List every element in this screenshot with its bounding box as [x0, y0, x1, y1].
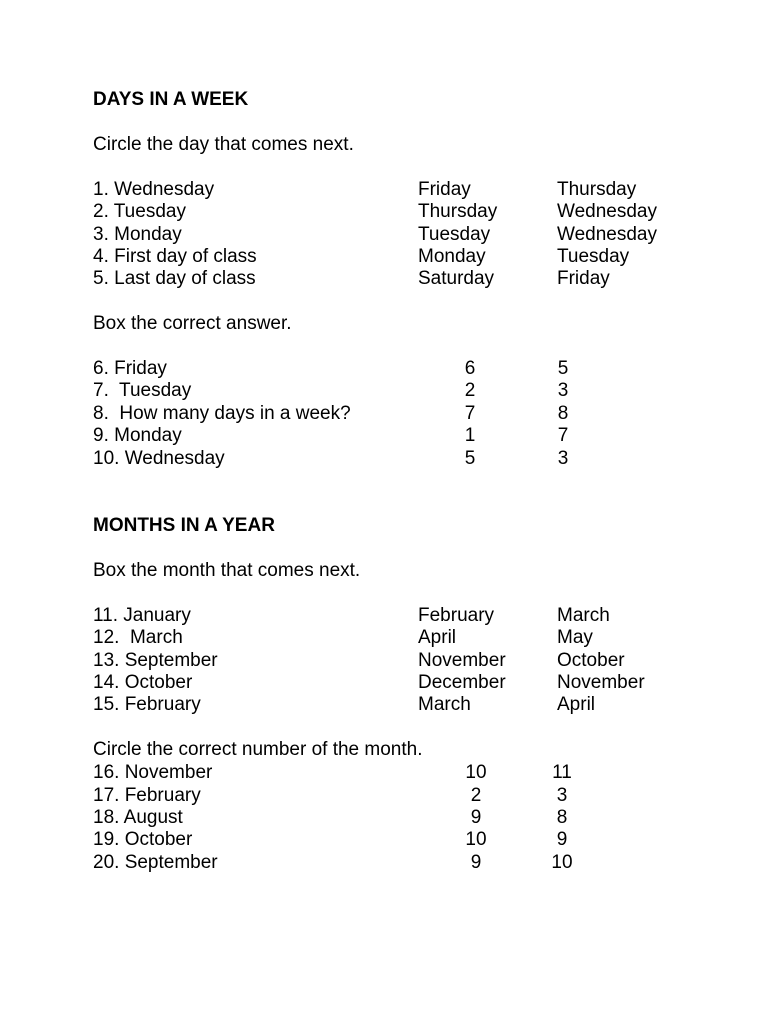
- question-text: 20. September: [93, 852, 218, 873]
- question-text: 13. September: [93, 650, 218, 671]
- list-item: [0, 671, 768, 694]
- instruction-box-answer: Box the correct answer.: [93, 313, 292, 334]
- question-text: 18. August: [93, 807, 183, 828]
- answer-option[interactable]: Wednesday: [557, 201, 657, 222]
- list-item: [0, 828, 768, 851]
- answer-option[interactable]: 10: [551, 852, 573, 873]
- question-text: 7. Tuesday: [93, 380, 192, 401]
- question-text: 3. Monday: [93, 224, 182, 245]
- instruction-circle-day: Circle the day that comes next.: [93, 134, 354, 155]
- list-item: [0, 806, 768, 829]
- answer-option[interactable]: Saturday: [418, 268, 495, 289]
- answer-option[interactable]: 5: [464, 448, 476, 469]
- section-title-days: DAYS IN A WEEK: [93, 89, 249, 110]
- question-text: 2. Tuesday: [93, 201, 186, 222]
- question-text: 12. March: [93, 627, 183, 648]
- list-item: [0, 761, 768, 784]
- answer-option[interactable]: March: [418, 694, 471, 715]
- question-text: 9. Monday: [93, 425, 182, 446]
- question-text: 8. How many days in a week?: [93, 403, 351, 424]
- answer-option[interactable]: 3: [557, 448, 569, 469]
- answer-option[interactable]: Wednesday: [557, 224, 657, 245]
- answer-option[interactable]: April: [418, 627, 457, 648]
- list-item: [0, 178, 768, 201]
- answer-option[interactable]: 6: [464, 358, 476, 379]
- answer-option[interactable]: October: [557, 650, 625, 671]
- instruction-circle-number: Circle the correct number of the month.: [93, 739, 423, 760]
- question-text: 16. November: [93, 762, 213, 783]
- answer-option[interactable]: 3: [556, 785, 568, 806]
- answer-option[interactable]: Tuesday: [418, 224, 491, 245]
- answer-option[interactable]: November: [557, 672, 645, 693]
- instruction-box-month: Box the month that comes next.: [93, 560, 361, 581]
- answer-option[interactable]: 9: [556, 829, 568, 850]
- list-item: [0, 402, 768, 425]
- answer-option[interactable]: 10: [465, 762, 487, 783]
- question-text: 1. Wednesday: [93, 179, 215, 200]
- answer-option[interactable]: November: [418, 650, 506, 671]
- list-item: [0, 693, 768, 716]
- question-text: 15. February: [93, 694, 201, 715]
- question-text: 17. February: [93, 785, 201, 806]
- answer-option[interactable]: 7: [464, 403, 476, 424]
- list-item: [0, 851, 768, 874]
- list-item: [0, 649, 768, 672]
- answer-option[interactable]: 3: [557, 380, 569, 401]
- answer-option[interactable]: Friday: [418, 179, 471, 200]
- answer-option[interactable]: March: [557, 605, 610, 626]
- answer-option[interactable]: Thursday: [557, 179, 637, 200]
- question-text: 5. Last day of class: [93, 268, 256, 289]
- answer-option[interactable]: 10: [465, 829, 487, 850]
- answer-option[interactable]: 2: [470, 785, 482, 806]
- question-text: 14. October: [93, 672, 193, 693]
- answer-option[interactable]: 1: [464, 425, 476, 446]
- question-text: 4. First day of class: [93, 246, 257, 267]
- answer-option[interactable]: April: [557, 694, 596, 715]
- list-item: [0, 424, 768, 447]
- answer-option[interactable]: Monday: [418, 246, 486, 267]
- answer-option[interactable]: February: [418, 605, 495, 626]
- answer-option[interactable]: 7: [557, 425, 569, 446]
- section-title-months: MONTHS IN A YEAR: [93, 515, 275, 536]
- list-item: [0, 357, 768, 380]
- question-text: 10. Wednesday: [93, 448, 225, 469]
- question-text: 6. Friday: [93, 358, 167, 379]
- answer-option[interactable]: 8: [556, 807, 568, 828]
- list-item: [0, 379, 768, 402]
- list-item: [0, 223, 768, 246]
- answer-option[interactable]: Thursday: [418, 201, 498, 222]
- list-item: [0, 200, 768, 223]
- list-item: [0, 245, 768, 268]
- answer-option[interactable]: May: [557, 627, 593, 648]
- answer-option[interactable]: 8: [557, 403, 569, 424]
- list-item: [0, 784, 768, 807]
- answer-option[interactable]: December: [418, 672, 506, 693]
- answer-option[interactable]: Tuesday: [557, 246, 630, 267]
- answer-option[interactable]: 9: [470, 807, 482, 828]
- question-text: 11. January: [93, 605, 191, 626]
- answer-option[interactable]: 9: [470, 852, 482, 873]
- list-item: [0, 267, 768, 290]
- answer-option[interactable]: Friday: [557, 268, 610, 289]
- question-text: 19. October: [93, 829, 193, 850]
- answer-option[interactable]: 11: [552, 762, 572, 783]
- answer-option[interactable]: 5: [557, 358, 569, 379]
- list-item: [0, 447, 768, 470]
- list-item: [0, 604, 768, 627]
- answer-option[interactable]: 2: [464, 380, 476, 401]
- list-item: [0, 626, 768, 649]
